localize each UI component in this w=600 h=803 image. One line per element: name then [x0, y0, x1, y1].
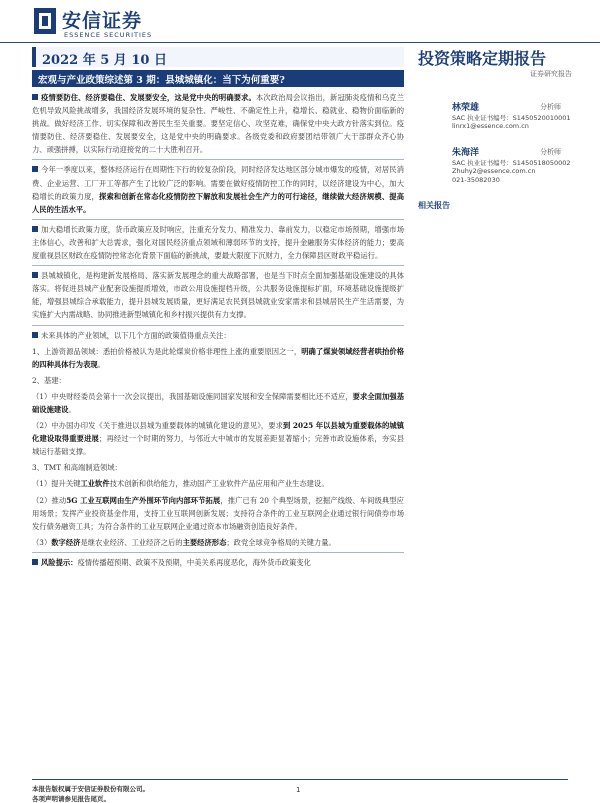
analyst-2-cert: SAC 执业证书编号：S1450518050002 [452, 159, 571, 167]
analyst-2-role: 分析师 [540, 148, 561, 156]
section-heading: 2、基建： [32, 375, 66, 385]
page-number: 1 [296, 786, 301, 794]
bold-text: 明确了煤炭领域经营者哄抬价格的四种具体行为表现 [32, 346, 405, 369]
section-3c [32, 536, 404, 549]
body-text: （2）中办国办印发《关于推进以县城为重要载体的城镇化建设的意见》，要求 [32, 421, 283, 431]
brand-name: 安信证券 [62, 10, 143, 32]
analyst-2-email[interactable]: Zhuhy2@essence.com.cn [452, 167, 536, 175]
divider [32, 159, 404, 160]
section-1 [32, 345, 404, 371]
brand-name-en: ESSENCE SECURITIES [64, 31, 153, 39]
analyst-1-name: 林荣雄 [452, 103, 480, 113]
analyst-1-role: 分析师 [540, 103, 561, 111]
essence-logo-icon [34, 8, 56, 34]
report-type: 投资策略定期报告 [418, 49, 547, 68]
paragraph-3 [32, 223, 404, 262]
body-text: 加大稳增长政策力度，货币政策应及时响应，注重充分发力、精准发力、靠前发力，以稳定市场预期，增强市场主体信心，改善和扩大总需求，强化对国民经济重点领域和薄弱环节的支持，提升金融服务实体经济的能力；要高度重视县区财政在疫情防控常态化背景下面临的新挑战，要最大限度下沉财力，全力保障县区财政平稳运行。 [32, 224, 404, 261]
paragraph-5 [32, 329, 404, 342]
bold-text: 疫情要防住、经济要稳住、发展要安全，这是党中央的明确要求。 [41, 93, 256, 102]
divider [32, 265, 404, 266]
footer-rule [32, 779, 568, 780]
related-reports-heading: 相关报告 [418, 200, 450, 210]
bold-text: 工业软件 [80, 479, 110, 489]
body-text: （1）中央财经委员会第十一次会议提出，我国基础设施同国家发展和安全保障需要相比还不适应， [32, 391, 353, 401]
bullet-square-icon [32, 166, 38, 172]
bold-text: 要求全面加强基础设施建设 [32, 391, 405, 414]
body-text: 今年一季度以来，整体经济运行在周期性下行的较复杂阶段，同时经济发达地区部分城市爆发的疫情，对居民消费、企业运营、工厂开工等都产生了比较广泛的影响。需要在做好疫情防控工作的同时，以经济建设为中心，加大稳增长的政策力度， [32, 165, 404, 201]
body-text: ；再经过一个时期的努力，与邻近大中城市的发展差距显著缩小；完善市政设施体系，夯实县城运行基础支撑。 [32, 434, 405, 457]
footer-disclaimer: 各项声明请参见报告尾页。 [32, 795, 110, 803]
bold-text: 到 2025 年以县城为重要载体的城镇化建设取得重要进展 [32, 421, 404, 444]
bold-text: 探索和创新在常态化疫情防控下解放和发展社会生产力的可行途径，继续做大经济规模、提高人民的生活水平。 [32, 191, 405, 214]
body-text: （1）提升关键 [32, 479, 81, 489]
footer-copyright: 本报告版权属于安信证券股份有限公司。 [32, 785, 149, 793]
bullet-square-icon [32, 272, 38, 278]
body-text: ；政党全球竞争格局的关键力量。 [226, 537, 336, 547]
paragraph-4 [32, 269, 404, 321]
body-text: 未来具体的产业领域，以下几个方面的政策值得重点关注： [41, 330, 231, 340]
body-text: 技术创新和供给能力，推动国产工业软件产品应用和产业生态建设。 [109, 479, 329, 489]
section-2b [32, 419, 404, 458]
body-text: 县城城镇化，是构建新发展格局、落实新发展理念的重大战略部署，也是当下时点全面加强基础设施建设的具体落实。将促进县城产业配套设施提质增效，市政公用设施提档升级，公共服务设施提标扩面，环境基础设施提级扩能，增强县城综合承载能力，提升县城发展质量，更好满足农民到县城就业安家需求和县城居民生产生活需要，为实施扩大内需战略、协同推进新型城镇化和乡村振兴提供有力支撑。 [32, 271, 404, 320]
bullet-square-icon [32, 226, 38, 232]
section-3b [32, 494, 404, 533]
body-text: 。 [68, 404, 76, 414]
body-text: 是继农业经济、工业经济之后的 [80, 537, 183, 547]
risk-text: 疫情传播超预期、政策不及预期，中美关系再度恶化，海外货币政策变化 [77, 557, 311, 567]
analyst-2-phone: 021-35082030 [452, 176, 500, 184]
report-date: 2022 年 5 月 10 日 [42, 53, 167, 68]
report-body [32, 91, 404, 572]
analyst-2-name: 朱海洋 [452, 148, 480, 158]
body-text: （2）推动 [32, 495, 67, 505]
divider [32, 325, 404, 326]
bold-text: 主要经济形态 [182, 537, 227, 547]
section-2-heading [32, 374, 404, 387]
header-rule [0, 42, 600, 43]
paragraph-1 [32, 91, 404, 156]
risk-warning [32, 556, 404, 569]
body-text: （3） [32, 537, 52, 547]
divider [32, 552, 404, 553]
company-logo [34, 6, 164, 44]
body-text: 本次政治局会议指出，新冠肺炎疫情和乌克兰危机导致风险挑战增多，我国经济发展环境的复杂性、严峻性、不确定性上升，稳增长、稳就业、稳物价面临新的挑战。做好经济工作、切实保障和改善民生至关重要。要坚定信心、攻坚克难，确保党中央大政方针落实到位。疫情要防住、经济要稳住、发展要安全，这是党中央的明确要求。各级党委和政府要团结带领广大干部群众齐心协力、顽强拼搏，以实际行动迎接党的二十大胜利召开。 [32, 93, 405, 155]
divider [32, 219, 404, 220]
body-text: ，推广已有 20 个典型场景，挖掘产线级、车间级典型应用场景；发挥产业投资基金作用，支持工业互联网创新发展；支持符合条件的工业互联网企业通过银行间债券市场发行债务融资工具；为符合条件的工业互联网企业通过资本市场融资创造良好条件。 [32, 495, 404, 531]
bullet-square-icon [32, 94, 38, 100]
body-text: 1、上游资源品领域：悉拍价格被认为是此轮煤炭价格非理性上涨的重要原因之一， [32, 346, 302, 356]
report-subtype: 证券研究报告 [530, 70, 572, 78]
bullet-square-icon [32, 559, 38, 565]
section-heading: 3、TMT 和高端制造领域： [32, 463, 122, 473]
section-2a [32, 390, 404, 416]
analyst-1-cert: SAC 执业证书编号：S1450520010001 [452, 114, 571, 122]
analyst-1-email[interactable]: linrx1@essence.com.cn [452, 122, 529, 130]
bold-text: 数字经济 [51, 537, 81, 547]
report-title: 宏观与产业政策综述第 3 期：县城城镇化：当下为何重要? [38, 75, 285, 86]
section-3a [32, 477, 404, 490]
risk-label: 风险提示： [41, 557, 78, 567]
bullet-square-icon [32, 332, 38, 338]
body-text: 。 [97, 359, 105, 369]
bold-text: 5G 工业互联网由生产外围环节向内部环节拓展 [66, 495, 221, 505]
paragraph-2 [32, 163, 404, 215]
section-3-heading [32, 461, 404, 474]
